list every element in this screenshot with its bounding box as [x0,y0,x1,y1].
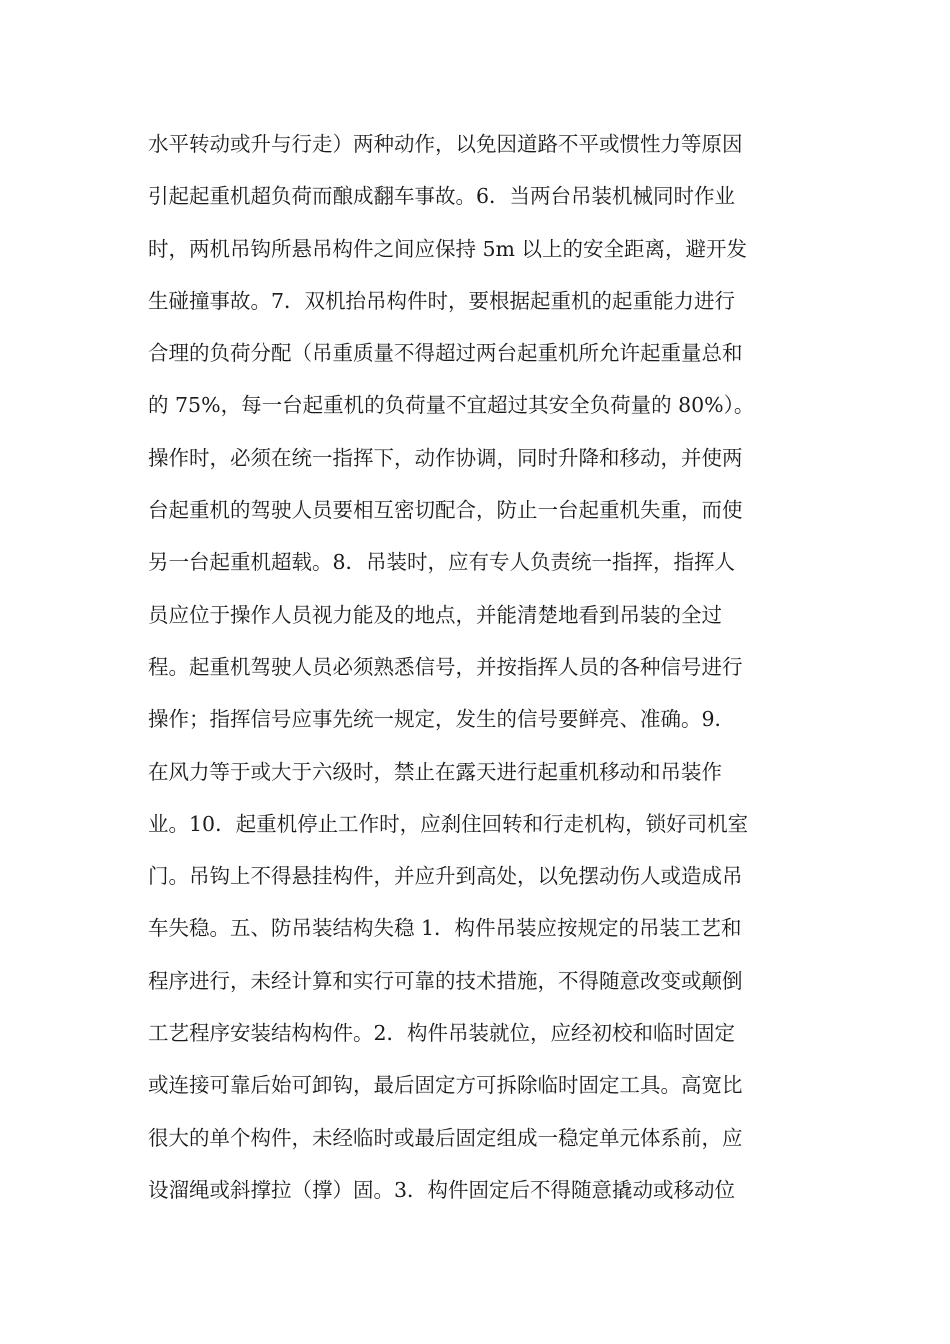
text-line-13: 在风力等于或大于六级时，禁止在露天进行起重机移动和吊装作 [148,759,722,784]
text-line-7: 操作时，必须在统一指挥下，动作协调，同时升降和移动，并使两 [148,445,743,470]
text-line-21: 设溜绳或斜撑拉（撑）固。3．构件固定后不得随意撬动或移动位 [148,1177,736,1202]
text-line-8: 台起重机的驾驶人员要相互密切配合，防止一台起重机失重，而使 [148,498,743,523]
body-text [148,118,808,1216]
text-line-2: 引起起重机超负荷而酿成翻车事故。6．当两台吊装机械同时作业 [148,184,736,209]
text-line-19: 或连接可靠后始可卸钩，最后固定方可拆除临时固定工具。高宽比 [148,1073,743,1098]
text-line-16: 车失稳。五、防吊装结构失稳 1．构件吊装应按规定的吊装工艺和 [148,916,742,941]
text-line-20: 很大的单个构件，未经临时或最后固定组成一稳定单元体系前，应 [148,1125,743,1150]
text-line-6: 的 75%，每一台起重机的负荷量不宜超过其安全负荷量的 80%）。 [148,393,755,418]
text-line-10: 员应位于操作人员视力能及的地点，并能清楚地看到吊装的全过 [148,602,722,627]
text-line-11: 程。起重机驾驶人员必须熟悉信号，并按指挥人员的各种信号进行 [148,654,743,679]
text-line-4: 生碰撞事故。7．双机抬吊构件时，要根据起重机的起重能力进行 [148,288,736,313]
text-line-17: 程序进行，未经计算和实行可靠的技术措施，不得随意改变或颠倒 [148,968,743,993]
text-line-3: 时，两机吊钩所悬吊构件之间应保持 5m 以上的安全距离，避开发 [148,236,748,261]
text-line-15: 门。吊钩上不得悬挂构件，并应升到高处，以免摆动伤人或造成吊 [148,864,743,889]
text-line-14: 业。10．起重机停止工作时，应刹住回转和行走机构，锁好司机室 [148,811,749,836]
text-line-1: 水平转动或升与行走）两种动作，以免因道路不平或惯性力等原因 [148,132,743,156]
text-line-12: 操作；指挥信号应事先统一规定，发生的信号要鲜亮、准确。9． [148,707,736,732]
text-line-9: 另一台起重机超载。8．吊装时，应有专人负责统一指挥，指挥人 [148,550,736,575]
text-line-18: 工艺程序安装结构构件。2．构件吊装就位，应经初校和临时固定 [148,1021,736,1046]
text-line-5: 合理的负荷分配（吊重质量不得超过两台起重机所允许起重量总和 [148,341,743,366]
